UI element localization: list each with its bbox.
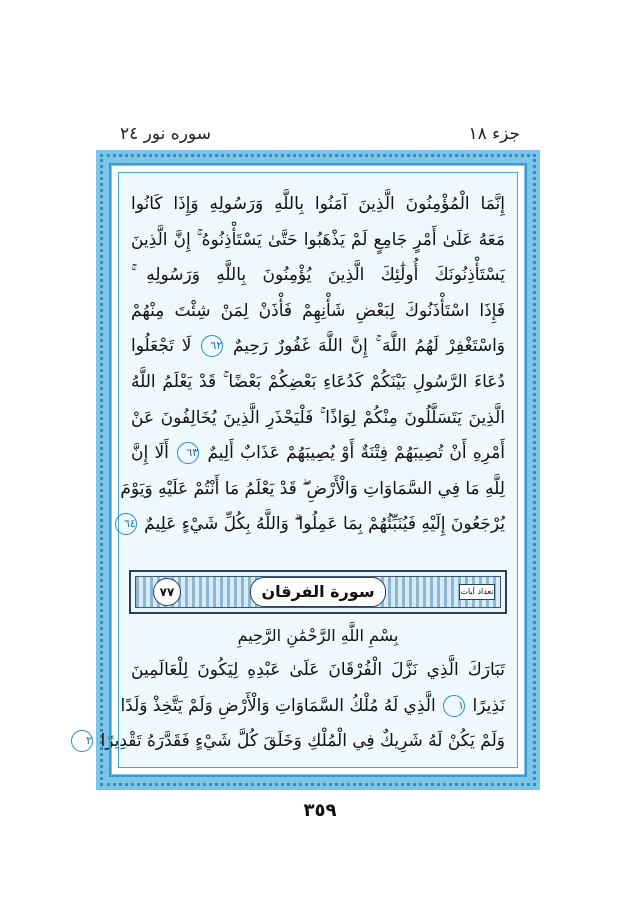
verse-line: يَسْتَأْذِنُونَكَ أُولَٰئِكَ الَّذِينَ يُؤْمِنُونَ بِاللَّهِ وَرَسُولِهِ ۚ [131,265,505,286]
verse-line: الَّذِينَ يَتَسَلَّلُونَ مِنْكُمْ لِوَاذًا ۚ فَلْيَحْذَرِ الَّذِينَ يُخَالِفُونَ عَنْ [131,407,505,428]
ayah-marker: ٦٢ [201,335,223,357]
verse-line: أَمْرِهِ أَنْ تُصِيبَهُمْ فِتْنَةٌ أَوْ يُصِيبَهُمْ عَذَابٌ أَلِيمٌ ٦٣ أَلَا إِنَّ [131,443,506,464]
verse-count-label: تعداد آيات [459,584,495,600]
basmala: بِسْمِ اللَّهِ الرَّحْمَٰنِ الرَّحِيمِ [237,626,399,645]
verse-line: وَاسْتَغْفِرْ لَهُمُ اللَّهَ ۚ إِنَّ اللَّهَ غَفُورٌ رَحِيمٌ ٦٢ لَا تَجْعَلُوا [131,336,505,357]
ayah-marker: ٦٣ [177,442,199,464]
verse-line: يُرْجَعُونَ إِلَيْهِ فَيُنَبِّئُهُمْ بِمَا عَمِلُوا ۗ وَاللَّهُ بِكُلِّ شَيْءٍ عَلِيمٌ ٦٤ [131,507,505,543]
verse-line: لِلَّهِ مَا فِي السَّمَاوَاتِ وَالْأَرْضِ ۖ قَدْ يَعْلَمُ مَا أَنْتُمْ عَلَيْهِ وَيَوْمَ [120,478,505,499]
juz-label: جزء ١٨ [468,124,520,144]
surah-title: سورة الفرقان [250,577,386,607]
verse-line: إِنَّمَا الْمُؤْمِنُونَ الَّذِينَ آمَنُوا بِاللَّهِ وَرَسُولِهِ وَإِذَا كَانُوا [131,194,505,214]
verse-count: ٧٧ [153,578,181,606]
verse-line: نَذِيرًا ١ الَّذِي لَهُ مُلْكُ السَّمَاوَاتِ وَالْأَرْضِ وَلَمْ يَتَّخِذْ وَلَدًا [120,695,505,716]
verse-lines-furqan [86,653,505,760]
verse-line: فَإِذَا اسْتَأْذَنُوكَ لِبَعْضِ شَأْنِهِمْ فَأْذَنْ لِمَنْ شِئْتَ مِنْهُمْ [131,300,505,321]
surah-label: سوره نور ٢٤ [120,124,211,144]
page-frame [86,150,540,790]
verse-line: دُعَاءَ الرَّسُولِ بَيْنَكُمْ كَدُعَاءِ بَعْضِكُمْ بَعْضًا ۚ قَدْ يَعْلَمُ اللَّهُ [131,371,505,392]
verse-line: تَبَارَكَ الَّذِي نَزَّلَ الْفُرْقَانَ عَلَىٰ عَبْدِهِ لِيَكُونَ لِلْعَالَمِينَ [131,660,505,680]
surah-banner [129,570,507,614]
verse-line: وَلَمْ يَكُنْ لَهُ شَرِيكٌ فِي الْمُلْكِ وَخَلَقَ كُلَّ شَيْءٍ فَقَدَّرَهُ تَقْدِيرًا ٢ [131,724,505,760]
page-header [120,122,520,146]
ayah-marker: ٦٤ [115,513,137,535]
text-panel [86,172,518,768]
verse-line: مَعَهُ عَلَىٰ أَمْرٍ جَامِعٍ لَمْ يَذْهَبُوا حَتَّىٰ يَسْتَأْذِنُوهُ ۚ إِنَّ الَّذِينَ [131,229,505,250]
ayah-marker: ٢ [71,730,93,752]
verse-lines [120,187,506,543]
ayah-marker: ١ [443,695,465,717]
page-number: ٣٥٩ [303,800,337,821]
